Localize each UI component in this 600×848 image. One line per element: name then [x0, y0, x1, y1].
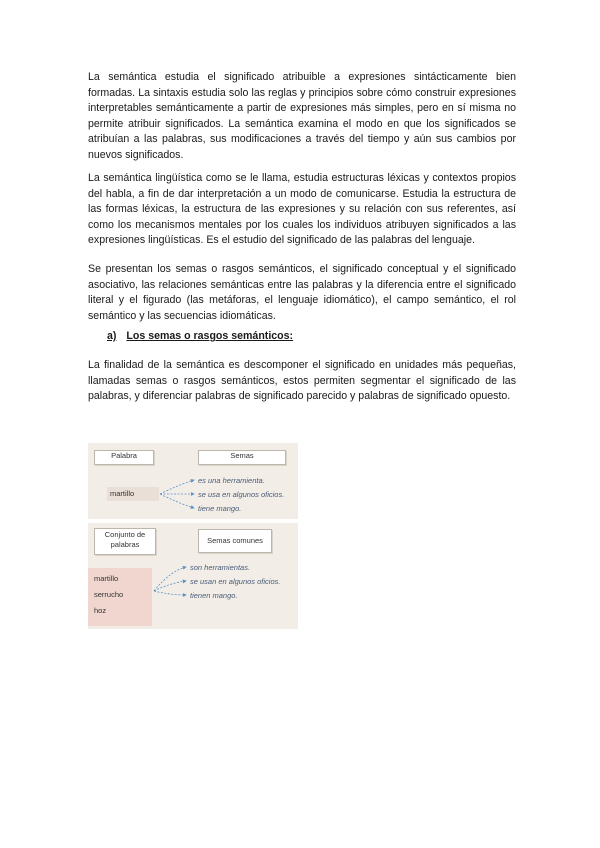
- paragraph-topics: Se presentan los semas o rasgos semánticos, el significado conceptual y el significado asociativo, las relaciones semánticas entre las palabras y la diferencia entre el significado literal y el figurado (las metáforas, el lenguaje idiomático), el campo semántico, el rol semántico y las secuencias idiomáticas.: [88, 263, 516, 322]
- arrow: [160, 480, 194, 494]
- word-item: martillo: [94, 574, 119, 583]
- word-martillo: martillo: [107, 487, 159, 501]
- section-heading: [107, 330, 293, 342]
- bottom-arrows: [154, 567, 186, 595]
- paragraph-semes-purpose: La finalidad de la semántica es descomponer el significado en unidades más pequeñas, llamadas semas o rasgos semánticos, estos permiten segmentar el significado de las palabras, y diferenciar palabras de significado parecido y palabras de significado opuesto.: [88, 359, 516, 402]
- label-conjunto-line1: Conjunto de: [104, 530, 146, 539]
- common-seme-item: se usan en algunos oficios.: [190, 577, 281, 586]
- label-conjunto-line2: palabras: [110, 540, 140, 549]
- section-heading-text: Los semas o rasgos semánticos:: [126, 330, 294, 342]
- seme-item: tiene mango.: [198, 504, 242, 513]
- seme-item: se usa en algunos oficios.: [198, 490, 285, 499]
- paragraph-linguistic-semantics: La semántica lingüística como se le llama, estudia estructuras léxicas y contextos propios del habla, a fin de dar interpretación a un modo de comunicarse. Estudia la estructura de las formas léxicas, la estructura de las expresiones y su relación con sus referentes, así como los mecanismos mentales por los cuales los individuos atribuyen significados a las expresiones lingüísticas. Es el estudio del significado de las palabras del lenguaje.: [88, 172, 516, 246]
- top-arrows: [160, 480, 194, 508]
- label-semas-comunes: Semas comunes: [198, 529, 272, 553]
- arrows-layer: [88, 443, 298, 629]
- arrow: [160, 494, 194, 508]
- semes-figure: [88, 443, 298, 629]
- arrow: [154, 591, 186, 595]
- section-heading-number: a): [107, 330, 117, 342]
- word-item: serrucho: [94, 590, 124, 599]
- common-seme-item: son herramientas.: [190, 563, 251, 572]
- label-semas: Semas: [198, 450, 286, 465]
- common-seme-item: tienen mango.: [190, 591, 238, 600]
- arrow: [154, 581, 186, 591]
- label-palabra: Palabra: [94, 450, 154, 465]
- word-item: hoz: [94, 606, 107, 615]
- paragraph-intro: La semántica estudia el significado atribuible a expresiones sintácticamente bien formadas. La sintaxis estudia solo las reglas y principios sobre cómo construir expresiones interpretables semánticamente a partir de expresiones más simples, pero en sí misma no permite atribuir significados. La semántica examina el modo en que los significados se atribuían a las palabras, sus modificaciones a través del tiempo y aún sus cambios por nuevos significados.: [88, 71, 516, 161]
- arrow: [154, 567, 186, 591]
- seme-item: es una herramienta.: [198, 476, 265, 485]
